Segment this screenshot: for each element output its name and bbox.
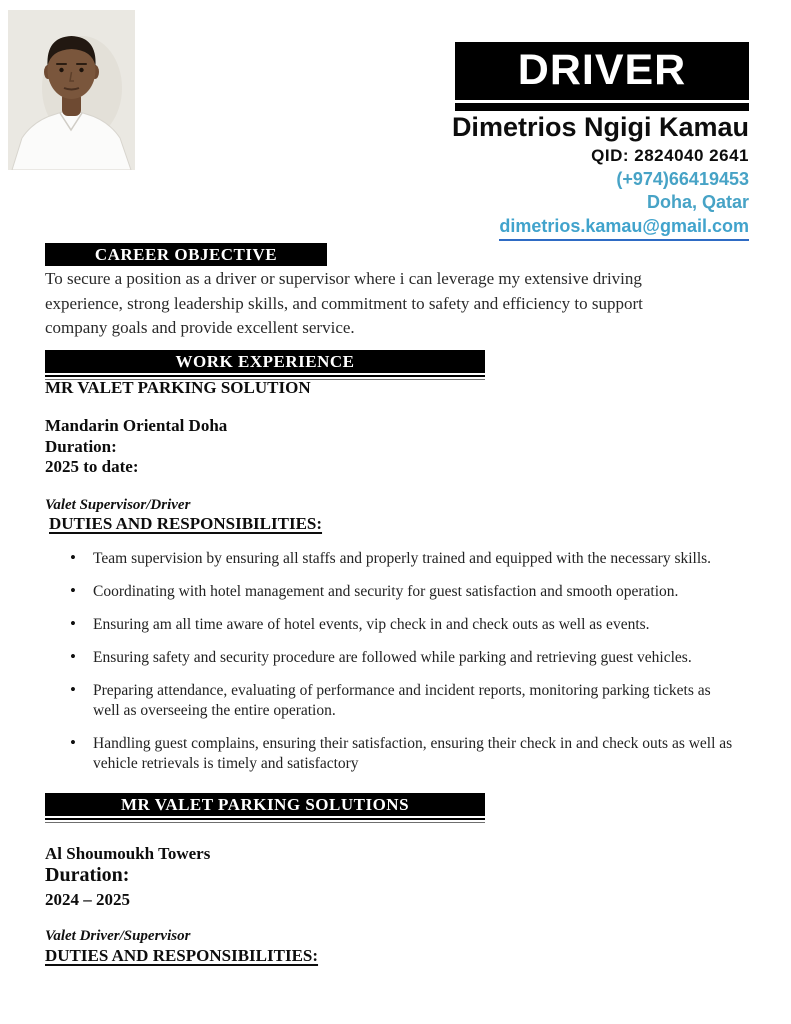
- qid-number: QID: 2824040 2641: [591, 146, 749, 165]
- job1-site: Mandarin Oriental Doha: [45, 416, 228, 435]
- job1-duties-list: [68, 549, 736, 787]
- job2-duration-value: 2024 – 2025: [45, 890, 130, 909]
- job2-company-banner: MR VALET PARKING SOLUTIONS: [45, 793, 485, 816]
- job2-duties-heading: DUTIES AND RESPONSIBILITIES:: [45, 946, 319, 965]
- portrait-illustration: [8, 10, 135, 170]
- career-objective-section: [45, 243, 327, 266]
- job1-duration-label: Duration:: [45, 436, 117, 456]
- contact-block: [452, 110, 749, 241]
- job2-role: Valet Driver/Supervisor: [45, 928, 191, 944]
- phone-number: (+974)66419453: [616, 169, 749, 189]
- duty-item: • Ensuring am all time aware of hotel events, vip check in and check outs as well as events.: [68, 615, 736, 635]
- duty-item: • Coordinating with hotel management and security for guest satisfaction and smooth operation.: [68, 582, 736, 602]
- job1-details: [45, 416, 227, 478]
- duty-item: • Handling guest complains, ensuring their satisfaction, ensuring their check in and check outs as well as vehicle retrievals is timely and satisfactory: [68, 734, 736, 774]
- email-link[interactable]: dimetrios.kamau@gmail.com: [499, 214, 749, 241]
- job2-section: [45, 793, 485, 823]
- applicant-photo: [8, 10, 135, 170]
- work-experience-heading: WORK EXPERIENCE: [45, 350, 485, 373]
- location-text: Doha, Qatar: [646, 192, 749, 212]
- page-title: DRIVER: [455, 42, 749, 100]
- email-line: [452, 214, 749, 241]
- job2-duration-label: Duration:: [45, 864, 130, 886]
- work-experience-section: [45, 350, 485, 380]
- job1-company: MR VALET PARKING SOLUTION: [45, 378, 311, 397]
- banner-rule: [45, 818, 485, 823]
- duty-item: • Ensuring safety and security procedure are followed while parking and retrieving guest vehicles.: [68, 648, 736, 668]
- job1-role: Valet Supervisor/Driver: [45, 497, 191, 513]
- job1-duties-heading: DUTIES AND RESPONSIBILITIES:: [49, 514, 323, 533]
- applicant-name: Dimetrios Ngigi Kamau: [451, 112, 749, 142]
- duty-item: • Team supervision by ensuring all staffs and properly trained and equipped with the necessary skills.: [68, 549, 736, 569]
- job2-site: Al Shoumoukh Towers: [45, 844, 211, 863]
- career-objective-text: To secure a position as a driver or supervisor where i can leverage my extensive driving experience, strong leadership skills, and commitment to safety and efficiency to support company goals and provide excellent service.: [45, 269, 643, 337]
- duty-item: • Preparing attendance, evaluating of performance and incident reports, monitoring parking tickets as well as overseeing the entire operation.: [68, 681, 736, 721]
- job1-duration-value: 2025 to date:: [45, 457, 139, 476]
- career-objective-heading: CAREER OBJECTIVE: [45, 243, 327, 266]
- title-banner: [455, 42, 749, 111]
